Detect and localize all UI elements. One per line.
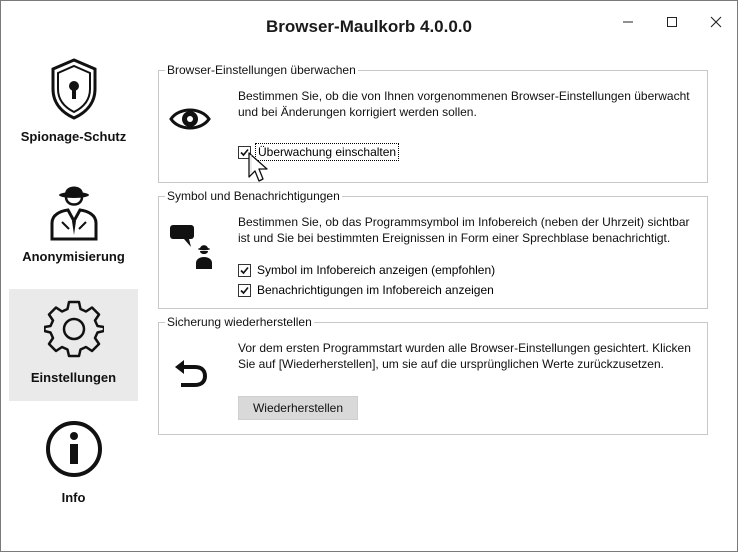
checkbox-label: Überwachung einschalten <box>258 145 397 159</box>
undo-arrow-icon <box>173 359 209 389</box>
sidebar-item-einstellungen[interactable] <box>9 289 138 401</box>
restore-button[interactable]: Wiederherstellen <box>238 396 358 420</box>
window-title: Browser-Maulkorb 4.0.0.0 <box>266 17 472 36</box>
sidebar-item-label: Einstellungen <box>30 370 117 385</box>
sidebar-item-spionage-schutz[interactable] <box>9 49 138 161</box>
checkmark-icon <box>239 285 250 296</box>
sidebar-item-label: Spionage-Schutz <box>20 129 127 144</box>
anonymous-person-icon <box>46 177 102 241</box>
checkbox-label: Benachrichtigungen im Infobereich anzeigen <box>257 283 494 297</box>
close-button[interactable] <box>693 7 738 37</box>
minimize-icon <box>622 16 634 28</box>
group-title: Browser-Einstellungen überwachen <box>167 63 356 77</box>
sidebar-item-label: Anonymisierung <box>22 249 125 264</box>
shield-lock-icon <box>48 57 100 121</box>
gear-icon <box>44 299 104 359</box>
maximize-icon <box>666 16 678 28</box>
checkbox-tray-notifications[interactable] <box>238 283 494 297</box>
checkbox-box[interactable] <box>238 264 251 277</box>
mouse-cursor-icon <box>246 151 268 185</box>
group-title: Sicherung wiederherstellen <box>167 315 312 329</box>
group-description: Bestimmen Sie, ob das Programmsymbol im Infobereich (neben der Uhrzeit) sichtbar ist und Sie bei bestimmten Ereignissen in Form einer Sprechblase benachrichtigt. <box>238 215 690 245</box>
group-browser-monitoring <box>158 63 708 183</box>
checkbox-box[interactable] <box>238 284 251 297</box>
checkmark-icon <box>239 265 250 276</box>
group-description: Bestimmen Sie, ob die von Ihnen vorgenommenen Browser-Einstellungen überwacht und bei Änderungen korrigiert werden sollen. <box>238 89 690 119</box>
sidebar-item-label: Info <box>61 490 86 505</box>
sidebar-item-anonymisierung[interactable] <box>9 169 138 281</box>
checkbox-tray-symbol[interactable] <box>238 263 495 277</box>
checkbox-label: Symbol im Infobereich anzeigen (empfohlen) <box>257 263 496 277</box>
maximize-button[interactable] <box>649 7 695 37</box>
minimize-button[interactable] <box>605 7 651 37</box>
notification-bubble-icon <box>169 223 217 273</box>
group-title: Symbol und Benachrichtigungen <box>167 189 340 203</box>
title-bar[interactable] <box>1 1 737 55</box>
group-symbol-notifications <box>158 189 708 309</box>
group-restore-backup <box>158 315 708 435</box>
eye-icon <box>169 105 211 133</box>
close-icon <box>710 16 722 28</box>
info-icon <box>44 419 104 479</box>
sidebar-item-info[interactable] <box>9 409 138 521</box>
group-description: Vor dem ersten Programmstart wurden alle Browser-Einstellungen gesichtert. Klicken Sie auf [Wiederherstellen], um sie auf die ursprünglichen Werte zurückzusetzen. <box>238 341 691 371</box>
